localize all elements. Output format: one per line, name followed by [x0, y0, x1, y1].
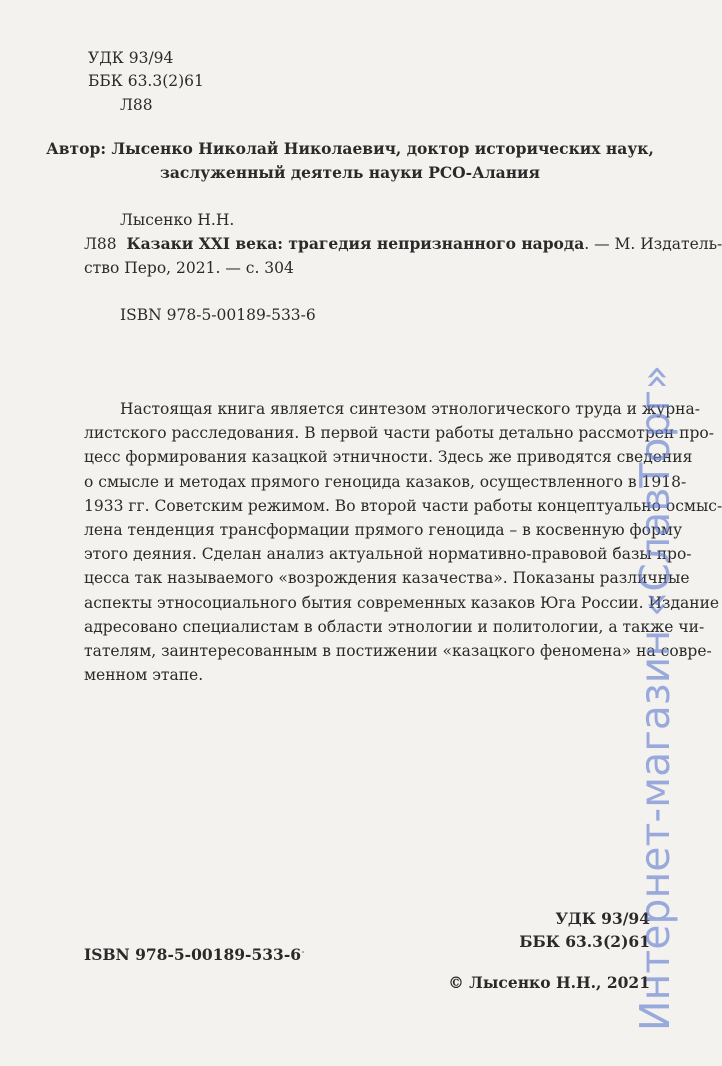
abstract-line: аспекты этносоциального бытия современных казаков Юга России. Издание: [84, 593, 720, 612]
abstract-line: Настоящая книга является синтезом этнологического труда и журна-: [120, 400, 700, 418]
store-watermark: [610, 330, 700, 1066]
footer-bbk: ББК 63.3(2)61: [519, 932, 650, 951]
abstract-line: адресовано специалистам в области этнологии и политологии, а также чи-: [84, 617, 705, 636]
abstract-line: 1933 гг. Советским режимом. Во второй части работы концептуально осмыс-: [84, 496, 722, 515]
copyright-notice: © Лысенко Н.Н., 2021: [448, 973, 650, 992]
abstract-line: цесса так называемого «возрождения казачества». Показаны различные: [84, 569, 690, 588]
biblio-author: Лысенко Н.Н.: [120, 211, 235, 229]
book-title: Казаки XXI века: трагедия непризнанного народа: [126, 234, 585, 253]
author-mark: Л88: [120, 96, 153, 114]
author-note-line-2: заслуженный деятель науки РСО-Алания: [159, 163, 541, 182]
udk-code: УДК 93/94: [88, 49, 174, 67]
biblio-isbn: ISBN 978-5-00189-533-6: [120, 306, 316, 324]
footer-udk: УДК 93/94: [555, 909, 650, 928]
biblio-entry-line-2: ство Перо, 2021. — с. 304: [84, 259, 294, 277]
watermark-text: Интернет-магазин «СлавТорг»: [631, 364, 679, 1032]
abstract-line: менном этапе.: [84, 666, 204, 685]
biblio-entry-line-1: [84, 233, 722, 255]
footer-isbn: ISBN 978-5-00189-533-6: [84, 945, 302, 964]
bbk-code: ББК 63.3(2)61: [88, 72, 204, 90]
abstract-line: этого деяния. Сделан анализ актуальной нормативно-правовой базы про-: [84, 545, 692, 564]
abstract-line: лена тенденция трансформации прямого геноцида – в косвенную форму: [84, 521, 683, 540]
abstract-line: листского расследования. В первой части работы детально рассмотрен про-: [84, 424, 714, 443]
print-speck: [302, 951, 304, 953]
biblio-code: Л88: [84, 235, 117, 253]
abstract-line: тателям, заинтересованным в постижении «казацкого феномена» на совре-: [84, 642, 712, 661]
abstract-line: о смысле и методах прямого геноцида казаков, осуществленного в 1918-: [84, 472, 687, 491]
abstract-line: цесс формирования казацкой этничности. Здесь же приводятся сведения: [84, 448, 693, 467]
biblio-publisher-start: . — М. Издатель-: [584, 235, 722, 253]
author-note-line-1: Автор: Лысенко Николай Николаевич, доктор исторических наук,: [46, 139, 654, 158]
abstract-paragraph: [84, 397, 722, 687]
